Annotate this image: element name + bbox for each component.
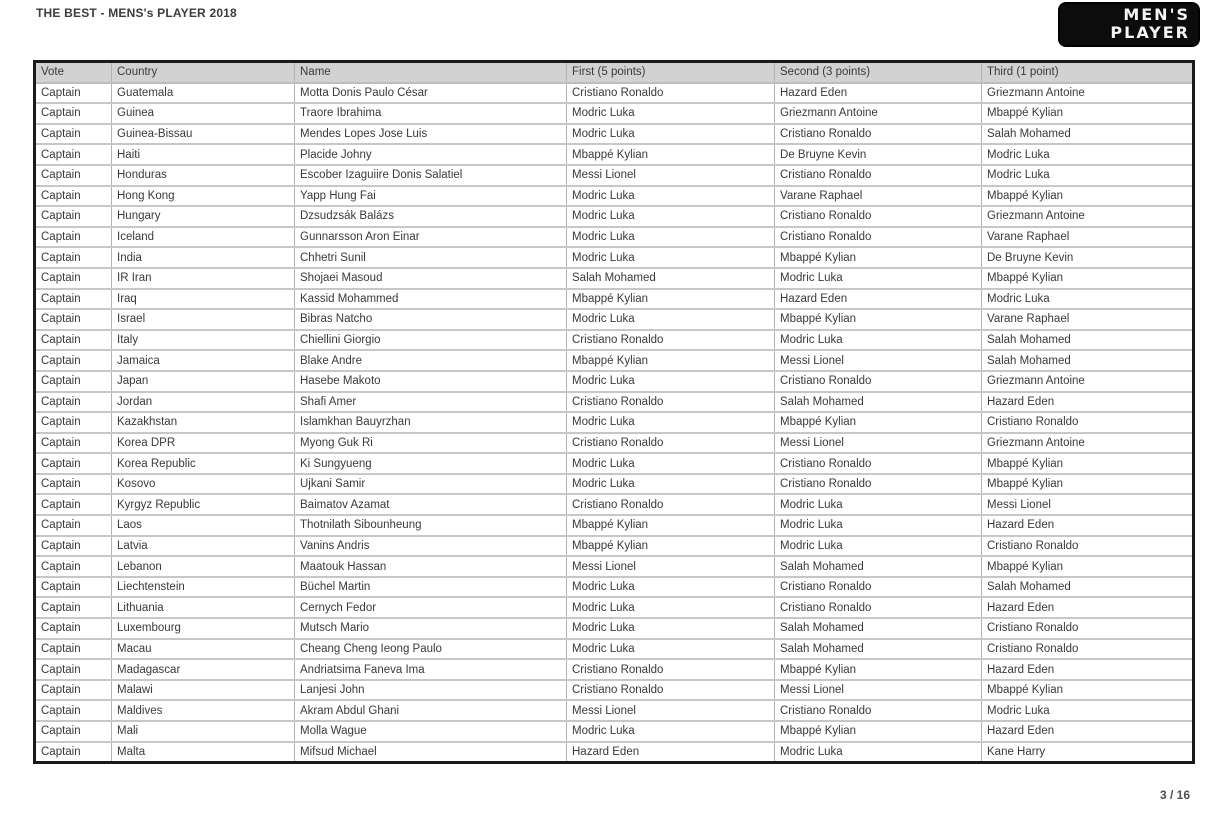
table-cell: Mbappé Kylian xyxy=(775,721,982,742)
table-row xyxy=(35,474,1194,495)
table-cell: Japan xyxy=(112,371,295,392)
table-row xyxy=(35,721,1194,742)
table-cell: De Bruyne Kevin xyxy=(775,144,982,165)
table-cell: Captain xyxy=(35,494,112,515)
table-row xyxy=(35,103,1194,124)
table-cell: Cristiano Ronaldo xyxy=(982,618,1194,639)
table-cell: Modric Luka xyxy=(775,536,982,557)
table-cell: India xyxy=(112,247,295,268)
table-cell: Modric Luka xyxy=(567,453,775,474)
table-cell: Modric Luka xyxy=(567,577,775,598)
table-cell: Captain xyxy=(35,350,112,371)
document-title: THE BEST - MENS's PLAYER 2018 xyxy=(36,6,237,20)
table-cell: Cristiano Ronaldo xyxy=(567,433,775,454)
table-cell: Captain xyxy=(35,165,112,186)
table-cell: Messi Lionel xyxy=(567,556,775,577)
table-row xyxy=(35,309,1194,330)
table-cell: Madagascar xyxy=(112,659,295,680)
table-cell: Mbappé Kylian xyxy=(982,474,1194,495)
table-cell: Mbappé Kylian xyxy=(982,103,1194,124)
table-cell: IR Iran xyxy=(112,268,295,289)
table-cell: Modric Luka xyxy=(567,186,775,207)
table-row xyxy=(35,680,1194,701)
table-row xyxy=(35,268,1194,289)
table-cell: Israel xyxy=(112,309,295,330)
table-cell: Modric Luka xyxy=(567,247,775,268)
table-cell: Mbappé Kylian xyxy=(982,556,1194,577)
logo-line-1: MEN'S xyxy=(1123,5,1190,24)
table-cell: Mbappé Kylian xyxy=(775,412,982,433)
table-cell: Mbappé Kylian xyxy=(775,309,982,330)
table-cell: Griezmann Antoine xyxy=(982,371,1194,392)
table-cell: Mendes Lopes Jose Luis xyxy=(295,124,567,145)
table-cell: Modric Luka xyxy=(982,289,1194,310)
table-cell: Macau xyxy=(112,639,295,660)
table-cell: Jamaica xyxy=(112,350,295,371)
table-row xyxy=(35,556,1194,577)
table-row xyxy=(35,515,1194,536)
table-row xyxy=(35,742,1194,763)
table-cell: Jordan xyxy=(112,392,295,413)
table-cell: Mbappé Kylian xyxy=(982,453,1194,474)
table-cell: Hazard Eden xyxy=(567,742,775,763)
table-cell: Malawi xyxy=(112,680,295,701)
table-cell: Cristiano Ronaldo xyxy=(567,494,775,515)
table-cell: Modric Luka xyxy=(775,268,982,289)
table-cell: Mbappé Kylian xyxy=(567,144,775,165)
table-cell: Messi Lionel xyxy=(775,350,982,371)
table-body xyxy=(35,83,1194,763)
table-cell: Büchel Martin xyxy=(295,577,567,598)
table-cell: Modric Luka xyxy=(567,124,775,145)
table-row xyxy=(35,165,1194,186)
table-cell: Lithuania xyxy=(112,597,295,618)
table-cell: Modric Luka xyxy=(567,721,775,742)
table-cell: Captain xyxy=(35,268,112,289)
table-cell: Captain xyxy=(35,247,112,268)
table-row xyxy=(35,186,1194,207)
table-cell: Kane Harry xyxy=(982,742,1194,763)
table-cell: Vanins Andris xyxy=(295,536,567,557)
table-cell: Traore Ibrahima xyxy=(295,103,567,124)
column-header-0: Vote xyxy=(35,62,112,83)
table-cell: Cristiano Ronaldo xyxy=(775,124,982,145)
table-cell: Messi Lionel xyxy=(982,494,1194,515)
table-cell: Ki Sungyueng xyxy=(295,453,567,474)
table-cell: Cristiano Ronaldo xyxy=(567,392,775,413)
table-cell: Cheang Cheng Ieong Paulo xyxy=(295,639,567,660)
table-cell: Gunnarsson Aron Einar xyxy=(295,227,567,248)
table-row xyxy=(35,577,1194,598)
table-cell: Captain xyxy=(35,412,112,433)
table-cell: Hazard Eden xyxy=(982,515,1194,536)
table-row xyxy=(35,412,1194,433)
table-cell: Modric Luka xyxy=(567,639,775,660)
table-cell: Cristiano Ronaldo xyxy=(775,700,982,721)
table-row xyxy=(35,350,1194,371)
table-cell: Salah Mohamed xyxy=(775,618,982,639)
table-row xyxy=(35,659,1194,680)
table-row xyxy=(35,371,1194,392)
table-cell: Modric Luka xyxy=(982,165,1194,186)
table-cell: Captain xyxy=(35,330,112,351)
table-cell: Salah Mohamed xyxy=(775,392,982,413)
table-cell: Honduras xyxy=(112,165,295,186)
table-cell: Cristiano Ronaldo xyxy=(567,680,775,701)
table-cell: Captain xyxy=(35,289,112,310)
table-row xyxy=(35,433,1194,454)
table-cell: Captain xyxy=(35,206,112,227)
table-cell: Hasebe Makoto xyxy=(295,371,567,392)
table-cell: Hazard Eden xyxy=(775,83,982,104)
table-row xyxy=(35,206,1194,227)
table-cell: Captain xyxy=(35,742,112,763)
table-cell: Chiellini Giorgio xyxy=(295,330,567,351)
table-cell: Griezmann Antoine xyxy=(982,83,1194,104)
table-row xyxy=(35,700,1194,721)
table-cell: Korea Republic xyxy=(112,453,295,474)
table-cell: Captain xyxy=(35,227,112,248)
table-cell: Modric Luka xyxy=(567,412,775,433)
table-cell: Cristiano Ronaldo xyxy=(775,227,982,248)
table-cell: Lebanon xyxy=(112,556,295,577)
column-header-1: Country xyxy=(112,62,295,83)
table-cell: Yapp Hung Fai xyxy=(295,186,567,207)
table-cell: Mbappé Kylian xyxy=(982,268,1194,289)
mens-player-logo xyxy=(1058,2,1200,47)
table-cell: Mbappé Kylian xyxy=(567,350,775,371)
table-cell: Modric Luka xyxy=(567,206,775,227)
table-cell: Modric Luka xyxy=(775,515,982,536)
page-number: 3 / 16 xyxy=(1159,788,1190,802)
table-cell: Hazard Eden xyxy=(982,721,1194,742)
table-cell: Captain xyxy=(35,309,112,330)
table-cell: Salah Mohamed xyxy=(567,268,775,289)
logo-line-2: PLAYER xyxy=(1110,23,1190,42)
table-cell: Cristiano Ronaldo xyxy=(567,83,775,104)
table-cell: Baimatov Azamat xyxy=(295,494,567,515)
table-cell: Cristiano Ronaldo xyxy=(775,474,982,495)
table-cell: Hazard Eden xyxy=(775,289,982,310)
table-cell: Hazard Eden xyxy=(982,597,1194,618)
table-cell: Captain xyxy=(35,474,112,495)
table-cell: Malta xyxy=(112,742,295,763)
table-cell: Salah Mohamed xyxy=(775,556,982,577)
table-cell: Captain xyxy=(35,392,112,413)
table-row xyxy=(35,330,1194,351)
table-cell: Cristiano Ronaldo xyxy=(567,659,775,680)
table-cell: Griezmann Antoine xyxy=(982,433,1194,454)
table-cell: Guatemala xyxy=(112,83,295,104)
table-cell: Cristiano Ronaldo xyxy=(567,330,775,351)
table-cell: Islamkhan Bauyrzhan xyxy=(295,412,567,433)
table-cell: Captain xyxy=(35,577,112,598)
table-cell: Captain xyxy=(35,186,112,207)
table-cell: Lanjesi John xyxy=(295,680,567,701)
table-cell: Captain xyxy=(35,597,112,618)
table-cell: Modric Luka xyxy=(567,227,775,248)
table-cell: Messi Lionel xyxy=(567,165,775,186)
table-cell: Hungary xyxy=(112,206,295,227)
table-cell: Salah Mohamed xyxy=(982,350,1194,371)
table-cell: Mbappé Kylian xyxy=(775,659,982,680)
table-row xyxy=(35,618,1194,639)
table-cell: Mbappé Kylian xyxy=(567,289,775,310)
table-cell: Latvia xyxy=(112,536,295,557)
table-cell: Captain xyxy=(35,556,112,577)
table-cell: Ujkani Samir xyxy=(295,474,567,495)
table-cell: Dzsudzsák Balázs xyxy=(295,206,567,227)
table-cell: Guinea xyxy=(112,103,295,124)
table-cell: Cristiano Ronaldo xyxy=(775,371,982,392)
column-header-5: Third (1 point) xyxy=(982,62,1194,83)
table-cell: Maldives xyxy=(112,700,295,721)
table-cell: Modric Luka xyxy=(775,494,982,515)
table-cell: Akram Abdul Ghani xyxy=(295,700,567,721)
table-cell: Modric Luka xyxy=(567,618,775,639)
table-cell: Iceland xyxy=(112,227,295,248)
table-cell: Captain xyxy=(35,618,112,639)
table-cell: Mbappé Kylian xyxy=(775,247,982,268)
table-row xyxy=(35,392,1194,413)
table-cell: Modric Luka xyxy=(567,474,775,495)
table-cell: Captain xyxy=(35,659,112,680)
column-header-2: Name xyxy=(295,62,567,83)
table-cell: Captain xyxy=(35,371,112,392)
table-cell: Maatouk Hassan xyxy=(295,556,567,577)
table-cell: Griezmann Antoine xyxy=(982,206,1194,227)
table-cell: Mifsud Michael xyxy=(295,742,567,763)
table-cell: Bibras Natcho xyxy=(295,309,567,330)
table-cell: Thotnilath Sibounheung xyxy=(295,515,567,536)
table-cell: Mbappé Kylian xyxy=(567,515,775,536)
table-row xyxy=(35,597,1194,618)
table-cell: Hazard Eden xyxy=(982,659,1194,680)
table-cell: Cristiano Ronaldo xyxy=(982,536,1194,557)
table-cell: Captain xyxy=(35,721,112,742)
table-cell: Mbappé Kylian xyxy=(982,186,1194,207)
table-cell: Modric Luka xyxy=(567,371,775,392)
table-header-row xyxy=(35,62,1194,83)
table-cell: Cernych Fedor xyxy=(295,597,567,618)
table-cell: Mutsch Mario xyxy=(295,618,567,639)
table-cell: De Bruyne Kevin xyxy=(982,247,1194,268)
table-cell: Chhetri Sunil xyxy=(295,247,567,268)
table-cell: Iraq xyxy=(112,289,295,310)
table-cell: Haiti xyxy=(112,144,295,165)
table-cell: Shafi Amer xyxy=(295,392,567,413)
table-cell: Captain xyxy=(35,700,112,721)
table-cell: Mbappé Kylian xyxy=(567,536,775,557)
table-cell: Modric Luka xyxy=(775,742,982,763)
table-cell: Liechtenstein xyxy=(112,577,295,598)
votes-table xyxy=(33,60,1195,764)
table-cell: Messi Lionel xyxy=(567,700,775,721)
table-cell: Shojaei Masoud xyxy=(295,268,567,289)
table-cell: Kazakhstan xyxy=(112,412,295,433)
table-cell: Escober Izaguiire Donis Salatiel xyxy=(295,165,567,186)
table-cell: Cristiano Ronaldo xyxy=(775,206,982,227)
table-cell: Cristiano Ronaldo xyxy=(775,165,982,186)
table-cell: Captain xyxy=(35,453,112,474)
table-cell: Laos xyxy=(112,515,295,536)
table-row xyxy=(35,227,1194,248)
table-cell: Griezmann Antoine xyxy=(775,103,982,124)
table-cell: Captain xyxy=(35,124,112,145)
table-cell: Cristiano Ronaldo xyxy=(775,577,982,598)
table-cell: Modric Luka xyxy=(567,309,775,330)
table-cell: Messi Lionel xyxy=(775,433,982,454)
table-cell: Captain xyxy=(35,103,112,124)
table-cell: Blake Andre xyxy=(295,350,567,371)
table-cell: Captain xyxy=(35,144,112,165)
table-cell: Kyrgyz Republic xyxy=(112,494,295,515)
table-row xyxy=(35,247,1194,268)
table-cell: Molla Wague xyxy=(295,721,567,742)
table-row xyxy=(35,453,1194,474)
table-row xyxy=(35,289,1194,310)
table-cell: Kassid Mohammed xyxy=(295,289,567,310)
table-cell: Hong Kong xyxy=(112,186,295,207)
table-cell: Salah Mohamed xyxy=(775,639,982,660)
table-cell: Hazard Eden xyxy=(982,392,1194,413)
table-cell: Cristiano Ronaldo xyxy=(775,453,982,474)
table-cell: Modric Luka xyxy=(775,330,982,351)
table-cell: Salah Mohamed xyxy=(982,124,1194,145)
table-row xyxy=(35,144,1194,165)
table-cell: Captain xyxy=(35,515,112,536)
table-row xyxy=(35,536,1194,557)
table-cell: Cristiano Ronaldo xyxy=(982,639,1194,660)
table-cell: Italy xyxy=(112,330,295,351)
table-row xyxy=(35,494,1194,515)
table-cell: Varane Raphael xyxy=(982,309,1194,330)
table-cell: Modric Luka xyxy=(982,144,1194,165)
table-cell: Mbappé Kylian xyxy=(982,680,1194,701)
table-cell: Kosovo xyxy=(112,474,295,495)
table-cell: Guinea-Bissau xyxy=(112,124,295,145)
column-header-4: Second (3 points) xyxy=(775,62,982,83)
table-cell: Salah Mohamed xyxy=(982,330,1194,351)
table-cell: Cristiano Ronaldo xyxy=(775,597,982,618)
table-cell: Captain xyxy=(35,433,112,454)
table-cell: Modric Luka xyxy=(567,103,775,124)
table-cell: Messi Lionel xyxy=(775,680,982,701)
table-cell: Captain xyxy=(35,83,112,104)
column-header-3: First (5 points) xyxy=(567,62,775,83)
table-cell: Varane Raphael xyxy=(775,186,982,207)
table-cell: Varane Raphael xyxy=(982,227,1194,248)
table-cell: Captain xyxy=(35,536,112,557)
table-cell: Andriatsima Faneva Ima xyxy=(295,659,567,680)
table-row xyxy=(35,124,1194,145)
table-cell: Mali xyxy=(112,721,295,742)
table-cell: Motta Donis Paulo César xyxy=(295,83,567,104)
table-cell: Luxembourg xyxy=(112,618,295,639)
table-cell: Modric Luka xyxy=(982,700,1194,721)
table-cell: Cristiano Ronaldo xyxy=(982,412,1194,433)
table-cell: Myong Guk Ri xyxy=(295,433,567,454)
table-row xyxy=(35,639,1194,660)
table-cell: Korea DPR xyxy=(112,433,295,454)
table-cell: Placide Johny xyxy=(295,144,567,165)
table-cell: Captain xyxy=(35,680,112,701)
table-row xyxy=(35,83,1194,104)
table-cell: Salah Mohamed xyxy=(982,577,1194,598)
table-cell: Captain xyxy=(35,639,112,660)
table-cell: Modric Luka xyxy=(567,597,775,618)
